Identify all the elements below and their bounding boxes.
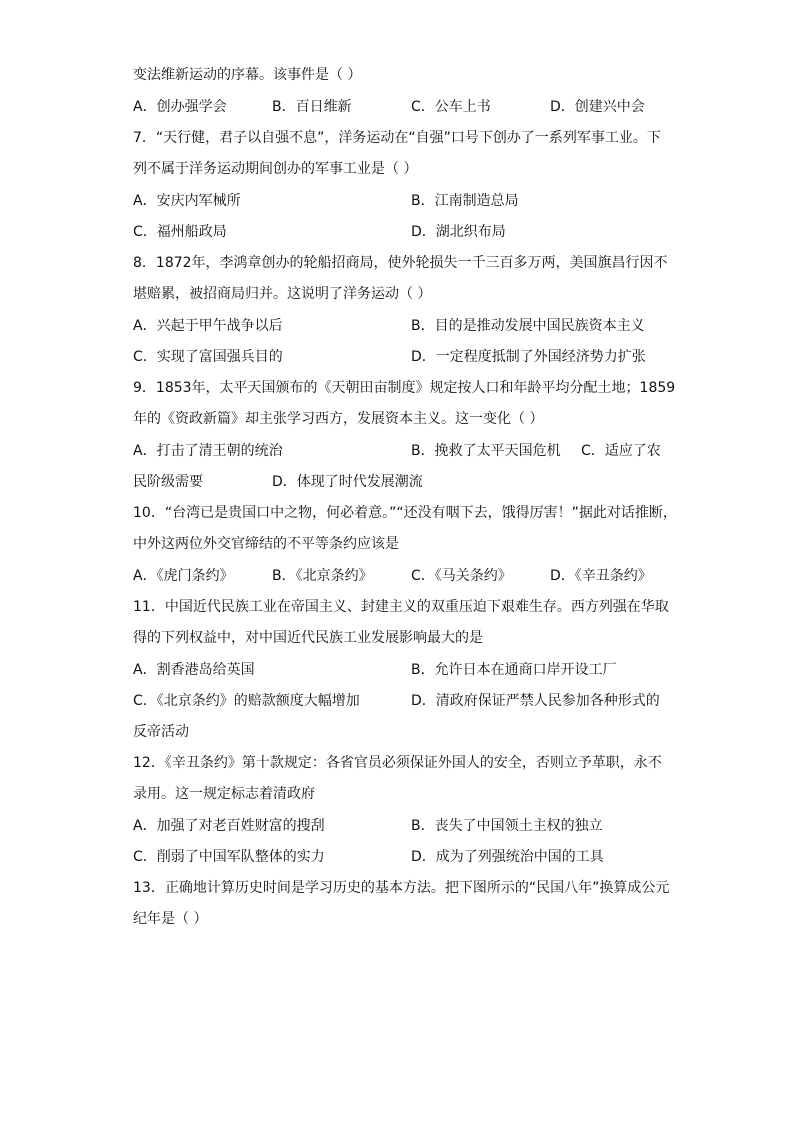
q7-option-d: D．湖北织布局 <box>411 224 506 240</box>
q11-option-b: B．允许日本在通商口岸开设工厂 <box>411 662 617 678</box>
q9-option-c: C．适应了农 <box>581 443 661 459</box>
q9-option-b: B．挽救了太平天国危机 <box>411 443 561 459</box>
q7-stem-line1: 7．“天行健，君子以自强不息”，洋务运动在“自强”口号下创办了一系列军事工业。下 <box>133 130 661 146</box>
q9-option-c-continued: 民阶级需要 <box>133 474 203 490</box>
q12-stem-line2: 录用。这一规定标志着清政府 <box>133 786 315 802</box>
q6-option-a: A．创办强学会 <box>133 99 227 115</box>
q8-stem-line2: 堪赔累，被招商局归并。这说明了洋务运动（ ） <box>133 286 432 302</box>
q9-stem-line2: 年的《资政新篇》却主张学习西方，发展资本主义。这一变化（ ） <box>133 411 544 427</box>
q12-option-c: C．削弱了中国军队整体的实力 <box>133 849 325 865</box>
q7-option-c: C．福州船政局 <box>133 224 227 240</box>
q13-stem-line2: 纪年是（ ） <box>133 911 208 927</box>
q9-stem-line1: 9．1853年，太平天国颁布的《天朝田亩制度》规定按人口和年龄平均分配土地；1859 <box>133 380 676 396</box>
q10-option-b: B．《北京条约》 <box>272 568 373 584</box>
q12-option-b: B．丧失了中国领土主权的独立 <box>411 818 603 834</box>
q7-stem-line2: 列不属于洋务运动期间创办的军事工业是（ ） <box>133 161 418 177</box>
q7-option-a: A．安庆内军械所 <box>133 193 241 209</box>
q11-option-d-continued: 反帝活动 <box>133 724 189 740</box>
q6-option-b: B．百日维新 <box>272 99 352 115</box>
q11-option-d: D．清政府保证严禁人民参加各种形式的 <box>411 693 660 709</box>
q6-stem: 变法维新运动的序幕。该事件是（ ） <box>133 67 362 83</box>
q8-option-b: B．目的是推动发展中国民族资本主义 <box>411 318 645 334</box>
q8-option-a: A．兴起于甲午战争以后 <box>133 318 283 334</box>
q10-option-a: A．《虎门条约》 <box>133 568 234 584</box>
q11-stem-line1: 11．中国近代民族工业在帝国主义、封建主义的双重压迫下艰难生存。西方列强在华取 <box>133 599 669 615</box>
q9-option-a: A．打击了清王朝的统治 <box>133 443 283 459</box>
q9-option-d: D．体现了时代发展潮流 <box>272 474 423 490</box>
q11-option-a: A．割香港岛给英国 <box>133 662 255 678</box>
q11-option-c: C．《北京条约》的赔款额度大幅增加 <box>133 693 360 709</box>
q10-stem-line2: 中外这两位外交官缔结的不平等条约应该是 <box>133 536 399 552</box>
q8-option-c: C．实现了富国强兵目的 <box>133 349 283 365</box>
q10-stem-line1: 10．“台湾已是贵国口中之物，何必着意。”“还没有咽下去，饿得厉害！”据此对话推断， <box>133 505 677 521</box>
q13-stem-line1: 13．正确地计算历史时间是学习历史的基本方法。把下图所示的“民国八年”换算成公元 <box>133 880 670 896</box>
q6-option-c: C．公车上书 <box>411 99 491 115</box>
q8-stem-line1: 8．1872年，李鸿章创办的轮船招商局，使外轮损失一千三百多万两，美国旗昌行因不 <box>133 255 668 271</box>
q6-option-d: D．创建兴中会 <box>550 99 645 115</box>
q12-option-a: A．加强了对老百姓财富的搜刮 <box>133 818 325 834</box>
q12-stem-line1: 12．《辛丑条约》第十款规定：各省官员必须保证外国人的安全，否则立予革职，永不 <box>133 755 662 771</box>
q7-option-b: B．江南制造总局 <box>411 193 519 209</box>
q11-stem-line2: 得的下列权益中，对中国近代民族工业发展影响最大的是 <box>133 630 483 646</box>
q10-option-d: D．《辛丑条约》 <box>550 568 652 584</box>
q10-option-c: C．《马关条约》 <box>411 568 512 584</box>
q12-option-d: D．成为了列强统治中国的工具 <box>411 849 604 865</box>
q8-option-d: D．一定程度抵制了外国经济势力扩张 <box>411 349 646 365</box>
